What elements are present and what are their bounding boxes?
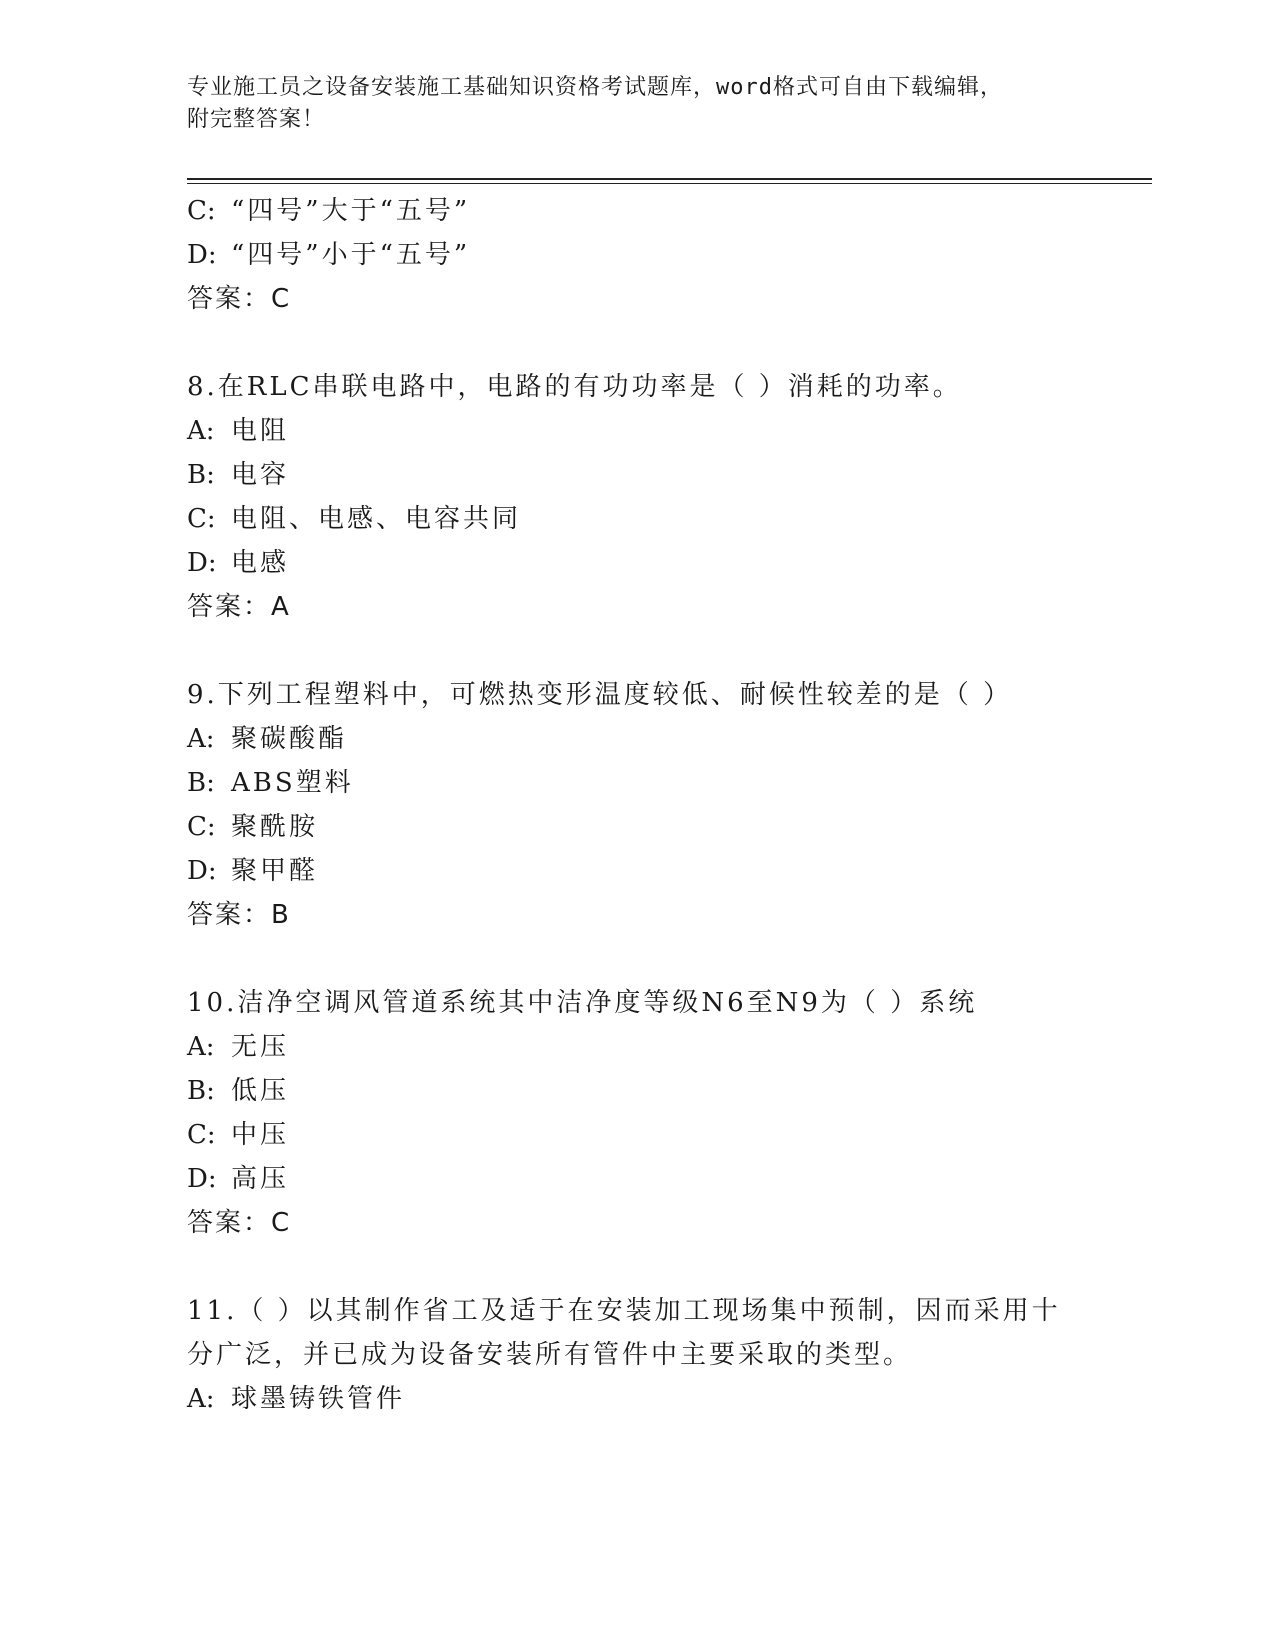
header-line-2: 附完整答案！ xyxy=(187,107,326,132)
q8-answer: 答案：A xyxy=(187,592,291,622)
option-text: 球墨铸铁管件 xyxy=(231,1384,406,1414)
q10-option-b xyxy=(187,1074,289,1108)
option-text: 低压 xyxy=(231,1076,290,1106)
q7-option-d xyxy=(187,238,470,272)
q7-answer: 答案：C xyxy=(187,284,292,314)
option-label: B: xyxy=(187,460,215,490)
option-label: A: xyxy=(187,1384,215,1414)
option-label: D: xyxy=(187,240,217,270)
q10-answer: 答案：C xyxy=(187,1208,292,1238)
q9-stem: 9.下列工程塑料中，可燃热变形温度较低、耐候性较差的是（ ） xyxy=(187,680,1013,710)
q9-option-c xyxy=(187,810,318,844)
option-text: 中压 xyxy=(231,1120,290,1150)
q11-stem-line-2: 分广泛，并已成为设备安装所有管件中主要采取的类型。 xyxy=(187,1340,913,1370)
q8-option-c xyxy=(187,502,521,536)
option-text: “四号”大于“五号” xyxy=(231,196,471,226)
option-text: “四号”小于“五号” xyxy=(231,240,471,270)
q8-option-a xyxy=(187,414,289,448)
document-header xyxy=(187,72,1117,136)
q9-option-a xyxy=(187,722,347,756)
q9-option-d xyxy=(187,854,318,888)
option-text: 电容 xyxy=(231,460,290,490)
option-label: C: xyxy=(187,196,216,226)
q9-option-b xyxy=(187,766,354,800)
option-text: ABS塑料 xyxy=(231,768,354,798)
q11-stem-line-1: 11.（ ）以其制作省工及适于在安装加工现场集中预制，因而采用十 xyxy=(187,1296,1061,1326)
q10-stem: 10.洁净空调风管道系统其中洁净度等级N6至N9为（ ）系统 xyxy=(187,988,978,1018)
option-text: 高压 xyxy=(231,1164,290,1194)
option-label: D: xyxy=(187,548,217,578)
q8-stem: 8.在RLC串联电路中，电路的有功功率是（ ）消耗的功率。 xyxy=(187,372,962,402)
header-divider-thin xyxy=(187,183,1152,184)
q8-option-d xyxy=(187,546,289,580)
option-text: 无压 xyxy=(231,1032,290,1062)
option-text: 聚酰胺 xyxy=(231,812,319,842)
option-label: B: xyxy=(187,768,215,798)
header-line-1: 专业施工员之设备安装施工基础知识资格考试题库，word格式可自由下载编辑， xyxy=(187,75,1003,100)
q11-option-a xyxy=(187,1382,405,1416)
header-divider-thick xyxy=(187,178,1152,180)
option-label: D: xyxy=(187,1164,217,1194)
option-label: A: xyxy=(187,1032,215,1062)
q10-option-d xyxy=(187,1162,289,1196)
option-label: C: xyxy=(187,504,216,534)
option-text: 电阻 xyxy=(231,416,290,446)
q9-answer: 答案：B xyxy=(187,900,291,930)
q7-option-c xyxy=(187,194,470,228)
option-text: 聚碳酸酯 xyxy=(231,724,348,754)
option-label: A: xyxy=(187,724,215,754)
option-label: B: xyxy=(187,1076,215,1106)
option-label: C: xyxy=(187,1120,216,1150)
q10-option-a xyxy=(187,1030,289,1064)
option-text: 聚甲醛 xyxy=(231,856,319,886)
option-text: 电感 xyxy=(231,548,290,578)
q8-option-b xyxy=(187,458,289,492)
q10-option-c xyxy=(187,1118,289,1152)
option-label: A: xyxy=(187,416,215,446)
option-label: C: xyxy=(187,812,216,842)
option-label: D: xyxy=(187,856,217,886)
option-text: 电阻、电感、电容共同 xyxy=(231,504,522,534)
